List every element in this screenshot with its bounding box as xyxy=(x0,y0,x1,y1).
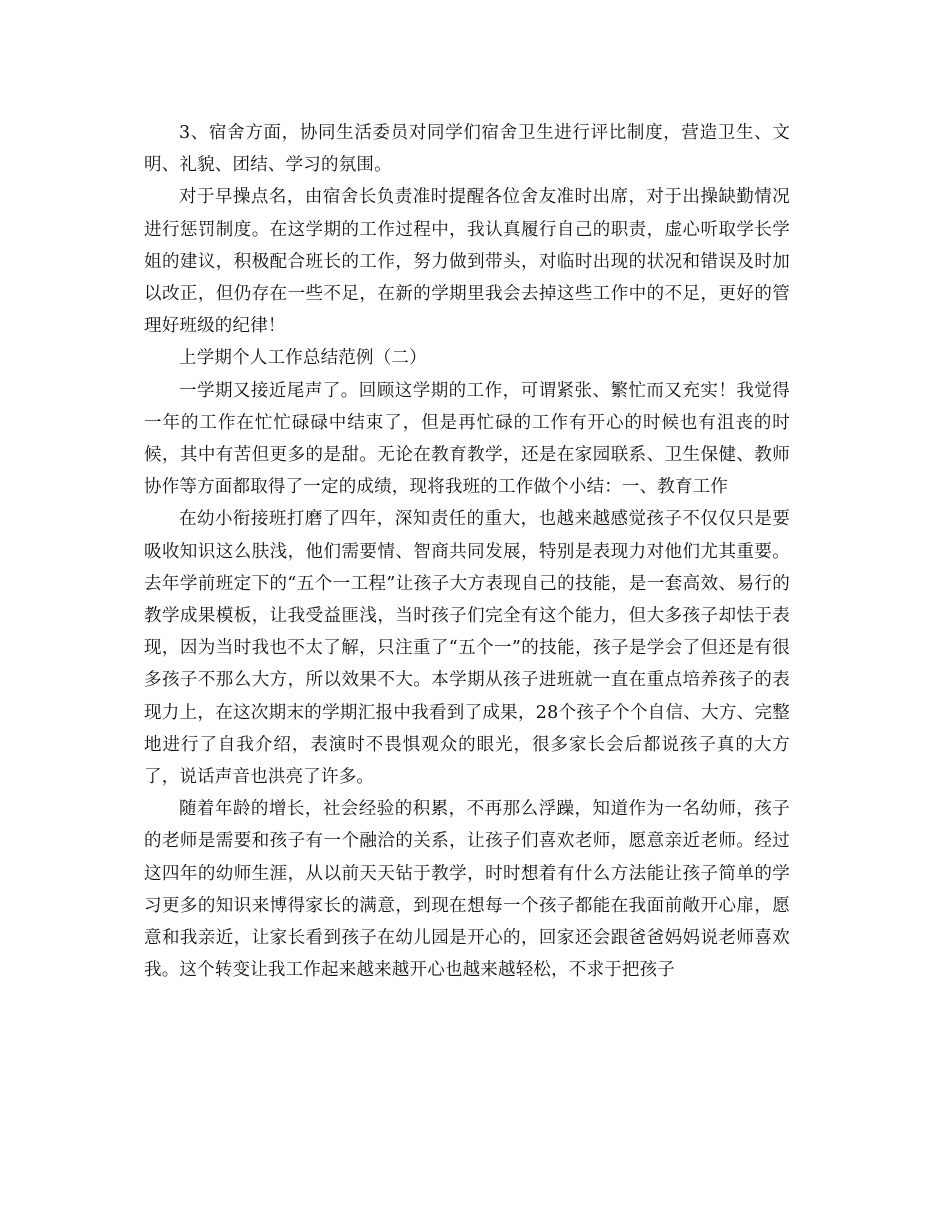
section-heading: 上学期个人工作总结范例（二） xyxy=(179,348,427,369)
paragraph-dormitory: 3、宿舍方面，协同生活委员对同学们宿舍卫生进行评比制度，营造卫生、文明、礼貌、团结、学习的氛围。 xyxy=(144,123,790,176)
paragraph-morning-exercise: 对于早操点名，由宿舍长负责准时提醒各位舍友准时出席，对于出操缺勤情况进行惩罚制度。在这学期的工作过程中，我认真履行自己的职责，虚心听取学长学姐的建议，积极配合班长的工作，努力做到带头，对临时出现的状况和错误及时加以改正，但仍存在一些不足，在新的学期里我会去掉这些工作中的不足，更好的管理好班级的纪律！ xyxy=(144,187,790,337)
paragraph-education-work: 在幼小衔接班打磨了四年，深知责任的重大，也越来越感觉孩子不仅仅只是要吸收知识这么肤浅，他们需要情、智商共同发展，特别是表现力对他们尤其重要。去年学前班定下的“五个一工程”让孩子大方表现自己的技能，是一套高效、易行的教学成果模板，让我受益匪浅，当时孩子们完全有这个能力，但大多孩子却怯于表现，因为当时我也不太了解，只注重了“五个一”的技能，孩子是学会了但还是有很多孩子不那么大方，所以效果不大。本学期从孩子进班就一直在重点培养孩子的表现力上，在这次期末的学期汇报中我看到了成果，28个孩子个个自信、大方、完整地进行了自我介绍，表演时不畏惧观众的眼光，很多家长会后都说孩子真的大方了，说话声音也洪亮了许多。 xyxy=(144,509,790,788)
paragraph-semester-review: 一学期又接近尾声了。回顾这学期的工作，可谓紧张、繁忙而又充实！我觉得一年的工作在忙忙碌碌中结束了，但是再忙碌的工作有开心的时候也有沮丧的时候，其中有苦但更多的是甜。无论在教育教学，还是在家园联系、卫生保健、教师协作等方面都取得了一定的成绩，现将我班的工作做个小结：一、教育工作 xyxy=(144,380,790,498)
document-body xyxy=(144,117,790,986)
paragraph-teacher-relationship: 随着年龄的增长，社会经验的积累，不再那么浮躁，知道作为一名幼师，孩子的老师是需要和孩子有一个融洽的关系，让孩子们喜欢老师，愿意亲近老师。经过这四年的幼师生涯，从以前天天钻于教学，时时想着有什么方法能让孩子简单的学习更多的知识来博得家长的满意，到现在想每一个孩子都能在我面前敞开心扉，愿意和我亲近，让家长看到孩子在幼儿园是开心的，回家还会跟爸爸妈妈说老师喜欢我。这个转变让我工作起来越来越开心也越来越轻松，不求于把孩子 xyxy=(144,799,790,981)
